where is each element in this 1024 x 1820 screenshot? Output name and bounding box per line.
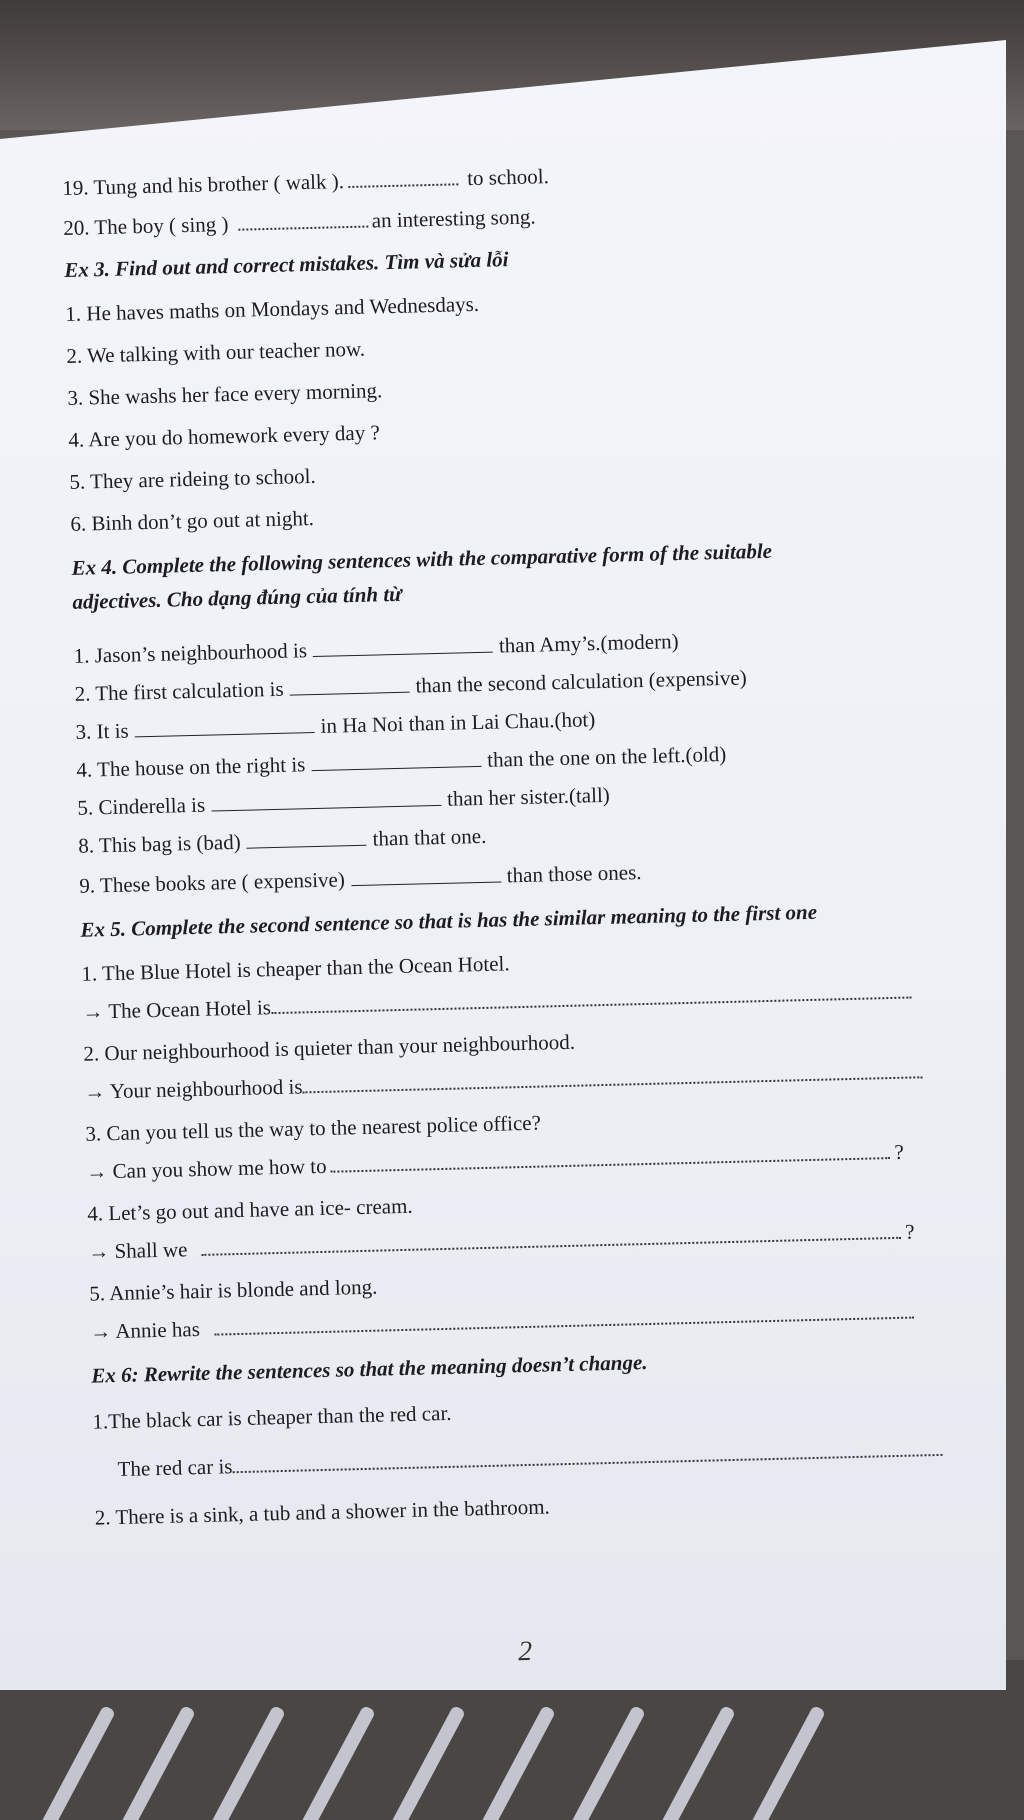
- ex5-sentence: 3. Can you tell us the way to the nearest police office?: [85, 1110, 542, 1146]
- answer-blank[interactable]: [289, 676, 409, 696]
- ex6-sentence: 1.The black car is cheaper than the red car.: [92, 1400, 452, 1434]
- ex5-rewrite: → Your neighbourhood is: [84, 1059, 927, 1105]
- ex5-rewrite: → Annie has: [90, 1299, 918, 1344]
- answer-blank[interactable]: [348, 167, 458, 188]
- ex3-item: 3. She washs her face every morning.: [67, 378, 383, 410]
- ex2-item-19: 19. Tung and his brother ( walk ). to school.: [62, 164, 550, 200]
- ex3-item: 2. We talking with our teacher now.: [66, 336, 366, 368]
- answer-blank[interactable]: [351, 865, 501, 886]
- ex3-heading: Ex 3. Find out and correct mistakes. Tìm và sửa lỗi: [64, 247, 509, 282]
- answer-blank[interactable]: [311, 750, 481, 771]
- ex4-item: 4. The house on the right is than the one on the left.(old): [76, 741, 727, 782]
- ex4-item: 1. Jason’s neighbourhood is than Amy’s.(modern): [73, 629, 679, 668]
- answer-blank[interactable]: [134, 716, 314, 737]
- answer-blank[interactable]: [313, 636, 493, 657]
- ex3-item: 1. He haves maths on Mondays and Wednesdays.: [65, 291, 480, 326]
- page-number: 2: [517, 1635, 533, 1668]
- ex5-sentence: 5. Annie’s hair is blonde and long.: [89, 1274, 378, 1306]
- ex4-item: 2. The first calculation is than the second calculation (expensive): [74, 665, 747, 706]
- ex4-item: 9. These books are ( expensive) than those ones.: [79, 860, 642, 898]
- ex5-rewrite: → The Ocean Hotel is: [82, 979, 915, 1025]
- answer-blank[interactable]: [211, 789, 441, 812]
- ex5-sentence: 1. The Blue Hotel is cheaper than the Ocean Hotel.: [81, 951, 510, 986]
- answer-line[interactable]: [232, 1438, 942, 1473]
- ex5-heading: Ex 5. Complete the second sentence so that is has the similar meaning to the first one: [80, 899, 818, 942]
- ex4-heading: Ex 4. Complete the following sentences with the comparative form of the suitable: [71, 538, 773, 580]
- ex3-item: 4. Are you do homework every day ?: [68, 420, 381, 452]
- answer-blank[interactable]: [237, 210, 367, 231]
- worksheet: [62, 154, 998, 1666]
- answer-blank[interactable]: [246, 829, 366, 849]
- ex6-sentence: 2. There is a sink, a tub and a shower in the bathroom.: [94, 1494, 551, 1530]
- ex5-rewrite: → Shall we?: [87, 1219, 915, 1264]
- answer-line[interactable]: [201, 1221, 901, 1256]
- ex5-sentence: 4. Let’s go out and have an ice- cream.: [87, 1193, 413, 1226]
- fabric-pattern: [0, 1700, 1024, 1820]
- ex4-item: 8. This bag is (bad) than that one.: [78, 823, 487, 858]
- answer-line[interactable]: [330, 1141, 890, 1173]
- ex4-item: 5. Cinderella is than her sister.(tall): [77, 782, 611, 820]
- ex2-item-20: 20. The boy ( sing ) an interesting song.: [62, 204, 536, 240]
- ex4-heading-line2: adjectives. Cho dạng đúng của tính từ: [72, 581, 402, 614]
- ex5-rewrite: → Can you show me how to?: [86, 1139, 905, 1184]
- ex6-rewrite: The red car is: [117, 1437, 946, 1482]
- ex3-item: 6. Binh don’t go out at night.: [70, 505, 315, 536]
- answer-line[interactable]: [302, 1060, 922, 1093]
- ex6-heading: Ex 6: Rewrite the sentences so that the meaning doesn’t change.: [91, 1350, 648, 1388]
- ex5-sentence: 2. Our neighbourhood is quieter than your neighbourhood.: [83, 1029, 576, 1066]
- ex4-item: 3. It is in Ha Noi than in Lai Chau.(hot): [75, 707, 596, 744]
- ex3-item: 5. They are rideing to school.: [69, 463, 317, 494]
- answer-line[interactable]: [214, 1301, 914, 1336]
- answer-line[interactable]: [271, 981, 911, 1015]
